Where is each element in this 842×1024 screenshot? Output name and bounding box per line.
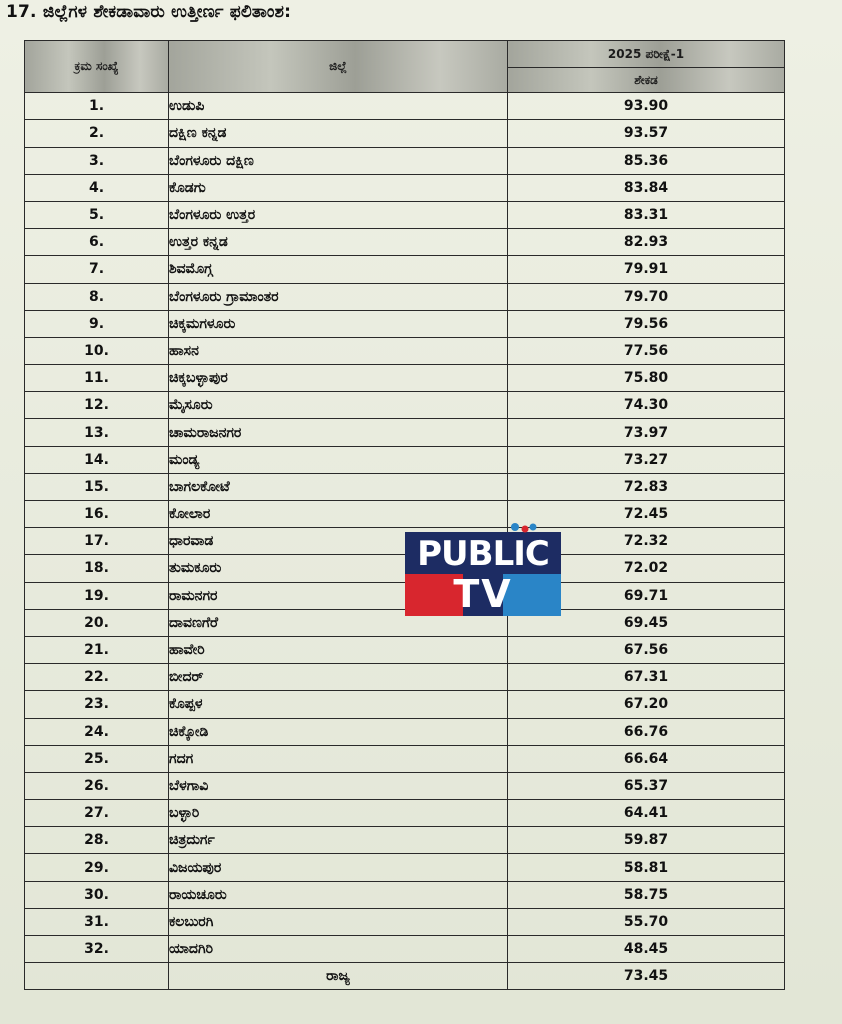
- row-sno: 7.: [25, 256, 169, 283]
- table-row: [25, 283, 785, 310]
- row-district: ದಾವಣಗೆರೆ: [169, 609, 508, 636]
- row-district: ಚಿಕ್ಕಮಗಳೂರು: [169, 310, 508, 337]
- row-percent: 79.70: [508, 283, 785, 310]
- header-sno: ಕ್ರಮ ಸಂಖ್ಯೆ: [25, 41, 169, 93]
- row-percent: 74.30: [508, 392, 785, 419]
- table-row: [25, 201, 785, 228]
- row-percent: 58.75: [508, 881, 785, 908]
- row-district: ಕೋಲಾರ: [169, 501, 508, 528]
- row-percent: 48.45: [508, 936, 785, 963]
- row-percent: 79.91: [508, 256, 785, 283]
- row-sno: 26.: [25, 772, 169, 799]
- row-percent: 67.20: [508, 691, 785, 718]
- row-district: ಬೆಂಗಳೂರು ಗ್ರಾಮಾಂತರ: [169, 283, 508, 310]
- row-percent: 83.84: [508, 174, 785, 201]
- row-district: ಬೀದರ್: [169, 664, 508, 691]
- row-district: ಮೈಸೂರು: [169, 392, 508, 419]
- row-sno: 29.: [25, 854, 169, 881]
- logo-text-public: PUBLIC: [417, 534, 549, 574]
- total-value: 73.45: [508, 963, 785, 990]
- row-percent: 77.56: [508, 337, 785, 364]
- row-district: ದಕ್ಷಿಣ ಕನ್ನಡ: [169, 120, 508, 147]
- row-district: ಕಲಬುರಗಿ: [169, 908, 508, 935]
- row-sno: 15.: [25, 473, 169, 500]
- row-percent: 73.97: [508, 419, 785, 446]
- row-sno: 18.: [25, 555, 169, 582]
- table-row: [25, 854, 785, 881]
- row-district: ಹಾವೇರಿ: [169, 636, 508, 663]
- row-district: ಚಿತ್ರದುರ್ಗ: [169, 827, 508, 854]
- row-percent: 72.83: [508, 473, 785, 500]
- logo-dots-icon: [509, 520, 539, 534]
- row-sno: 12.: [25, 392, 169, 419]
- row-percent: 79.56: [508, 310, 785, 337]
- row-percent: 65.37: [508, 772, 785, 799]
- page-title: 17. ಜಿಲ್ಲೆಗಳ ಶೇಕಡಾವಾರು ಉತ್ತೀರ್ಣ ಫಲಿತಾಂಶ:: [6, 2, 292, 22]
- header-percent: ಶೇಕಡ: [508, 68, 785, 93]
- row-district: ರಾಮನಗರ: [169, 582, 508, 609]
- row-percent: 85.36: [508, 147, 785, 174]
- row-district: ಕೊಡಗು: [169, 174, 508, 201]
- table-row: [25, 745, 785, 772]
- row-district: ಬಳ್ಳಾರಿ: [169, 800, 508, 827]
- row-district: ತುಮಕೂರು: [169, 555, 508, 582]
- row-district: ಯಾದಗಿರಿ: [169, 936, 508, 963]
- row-percent: 73.27: [508, 446, 785, 473]
- row-percent: 58.81: [508, 854, 785, 881]
- row-percent: 83.31: [508, 201, 785, 228]
- row-district: ಬೆಂಗಳೂರು ಉತ್ತರ: [169, 201, 508, 228]
- row-sno: 21.: [25, 636, 169, 663]
- row-district: ಚಿಕ್ಕೋಡಿ: [169, 718, 508, 745]
- table-row: [25, 392, 785, 419]
- table-row: [25, 936, 785, 963]
- row-district: ಉಡುಪಿ: [169, 93, 508, 120]
- row-sno: 22.: [25, 664, 169, 691]
- row-sno: 10.: [25, 337, 169, 364]
- total-blank-cell: [25, 963, 169, 990]
- table-row: [25, 337, 785, 364]
- row-district: ಶಿವಮೊಗ್ಗ: [169, 256, 508, 283]
- row-sno: 4.: [25, 174, 169, 201]
- row-sno: 32.: [25, 936, 169, 963]
- row-district: ಚಾಮರಾಜನಗರ: [169, 419, 508, 446]
- row-sno: 5.: [25, 201, 169, 228]
- table-row: [25, 718, 785, 745]
- table-row: [25, 147, 785, 174]
- table-row: [25, 473, 785, 500]
- row-district: ಕೊಪ್ಪಳ: [169, 691, 508, 718]
- row-sno: 19.: [25, 582, 169, 609]
- row-sno: 8.: [25, 283, 169, 310]
- table-row: [25, 636, 785, 663]
- row-sno: 1.: [25, 93, 169, 120]
- row-percent: 82.93: [508, 229, 785, 256]
- results-table: [24, 40, 785, 990]
- row-sno: 17.: [25, 528, 169, 555]
- row-sno: 27.: [25, 800, 169, 827]
- row-sno: 31.: [25, 908, 169, 935]
- row-sno: 2.: [25, 120, 169, 147]
- table-row: [25, 229, 785, 256]
- results-table-container: [24, 40, 784, 990]
- row-percent: 67.31: [508, 664, 785, 691]
- row-sno: 9.: [25, 310, 169, 337]
- row-sno: 20.: [25, 609, 169, 636]
- table-row: [25, 446, 785, 473]
- row-sno: 11.: [25, 365, 169, 392]
- row-percent: 72.02: [508, 555, 785, 582]
- row-percent: 66.64: [508, 745, 785, 772]
- row-percent: 72.45: [508, 501, 785, 528]
- table-row: [25, 908, 785, 935]
- row-district: ಗದಗ: [169, 745, 508, 772]
- row-percent: 93.90: [508, 93, 785, 120]
- table-row: [25, 881, 785, 908]
- table-row: [25, 772, 785, 799]
- row-sno: 23.: [25, 691, 169, 718]
- row-district: ಬೆಳಗಾವಿ: [169, 772, 508, 799]
- table-row: [25, 310, 785, 337]
- row-percent: 93.57: [508, 120, 785, 147]
- header-exam: 2025 ಪರೀಕ್ಷೆ-1: [508, 41, 785, 68]
- table-row: [25, 93, 785, 120]
- row-sno: 13.: [25, 419, 169, 446]
- table-row: [25, 365, 785, 392]
- row-sno: 24.: [25, 718, 169, 745]
- row-percent: 72.32: [508, 528, 785, 555]
- row-percent: 69.71: [508, 582, 785, 609]
- row-sno: 25.: [25, 745, 169, 772]
- row-percent: 66.76: [508, 718, 785, 745]
- total-row: [25, 963, 785, 990]
- row-percent: 69.45: [508, 609, 785, 636]
- public-tv-logo: [405, 520, 561, 616]
- row-district: ಧಾರವಾಡ: [169, 528, 508, 555]
- row-sno: 6.: [25, 229, 169, 256]
- row-district: ಉತ್ತರ ಕನ್ನಡ: [169, 229, 508, 256]
- table-row: [25, 664, 785, 691]
- table-row: [25, 256, 785, 283]
- row-percent: 55.70: [508, 908, 785, 935]
- row-district: ವಿಜಯಪುರ: [169, 854, 508, 881]
- row-district: ಚಿಕ್ಕಬಳ್ಳಾಪುರ: [169, 365, 508, 392]
- row-sno: 14.: [25, 446, 169, 473]
- row-district: ಹಾಸನ: [169, 337, 508, 364]
- row-percent: 59.87: [508, 827, 785, 854]
- table-row: [25, 419, 785, 446]
- table-row: [25, 800, 785, 827]
- row-sno: 28.: [25, 827, 169, 854]
- table-row: [25, 827, 785, 854]
- row-district: ಬಾಗಲಕೋಟೆ: [169, 473, 508, 500]
- row-sno: 3.: [25, 147, 169, 174]
- row-sno: 16.: [25, 501, 169, 528]
- row-district: ಮಂಡ್ಯ: [169, 446, 508, 473]
- table-row: [25, 691, 785, 718]
- header-district: ಜಿಲ್ಲೆ: [169, 41, 508, 93]
- row-sno: 30.: [25, 881, 169, 908]
- row-percent: 64.41: [508, 800, 785, 827]
- logo-text-tv: TV: [453, 572, 513, 616]
- row-percent: 67.56: [508, 636, 785, 663]
- table-row: [25, 120, 785, 147]
- row-district: ರಾಯಚೂರು: [169, 881, 508, 908]
- row-district: ಬೆಂಗಳೂರು ದಕ್ಷಿಣ: [169, 147, 508, 174]
- total-label: ರಾಜ್ಯ: [169, 963, 508, 990]
- row-percent: 75.80: [508, 365, 785, 392]
- table-row: [25, 174, 785, 201]
